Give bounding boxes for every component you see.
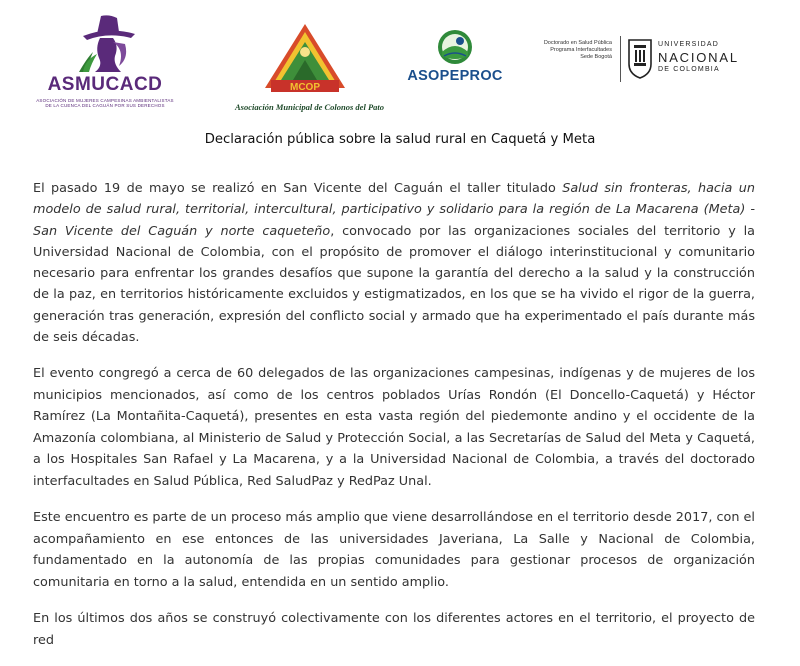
mountain-triangle-icon xyxy=(263,22,347,102)
paragraph-text: El pasado 19 de mayo se realizó en San Vicente del Caguán el taller titulado xyxy=(33,181,563,196)
unal-program-line: Programa Interfacultades xyxy=(550,47,612,53)
landscape-circle-icon xyxy=(436,28,474,66)
paragraph xyxy=(33,178,755,348)
paragraph: Este encuentro es parte de un proceso más amplio que viene desarrollándose en el territorio desde 2017, con el acompañamiento en ese entonces de las universidades Javeriana, La Salle y Nacional de Colombia, fundamentado en la autonomía de las propias comunidades para gestionar procesos de organización comunitaria en torno a la salud, entendida en un sentido amplio. xyxy=(33,510,755,590)
document-body xyxy=(33,178,755,666)
asmucacd-name: ASMUCACD xyxy=(47,74,163,95)
university-shield-icon xyxy=(627,38,653,80)
paragraph: El evento congregó a cerca de 60 delegados de las organizaciones campesinas, indígenas y de mujeres de los municipios mencionados, así como de los centros poblados Urías Rondón (El Doncello-Caquetá) y Héctor Ramírez (La Montañita-Caquetá), presentes en esta vasta región del piedemonte andino y el occidente de la Amazonía colombiana, al Ministerio de Salud y Protección Social, a las Secretarías de Salud del Meta y Caquetá, a los Hospitales San Rafael y La Macarena, y a la Universidad Nacional de Colombia, a través del doctorado interfacultades en Salud Pública, Red SaludPaz y RedPaz Unal. xyxy=(33,366,755,489)
paragraph-text: , convocado por las organizaciones sociales del territorio y la Universidad Nacional de Colombia, con el propósito de promover el diálogo interinstitucional y comunitario necesario para enfrentar los grandes desafíos que supone la garantía del derecho a la salud y la construcción de la paz, en territorios históricamente excluidos y estigmatizados, en los que se ha vivido el rigor de la guerra, generación tras generación, expresión del conflicto social y armado que ha experimentado el país durante más de seis décadas. xyxy=(33,223,755,346)
mcop-acronym: MCOP xyxy=(290,82,320,93)
asopeproc-logo xyxy=(405,28,505,90)
workshop-title: Salud sin fronteras, hacia un modelo de salud rural, territorial, intercultural, participativo y solidario para la región de La Macarena (Meta) - San Vicente del Caguán y norte caqueteño xyxy=(33,181,755,239)
logo-divider xyxy=(620,36,621,82)
unal-name-line-3: DE COLOMBIA xyxy=(658,66,720,73)
asopeproc-name: ASOPEPROC xyxy=(407,68,503,84)
unal-name-text xyxy=(658,40,770,75)
unal-name-line-2: NACIONAL xyxy=(658,50,739,65)
woman-with-hat-icon xyxy=(73,14,143,74)
logo-header xyxy=(0,0,800,120)
unal-program-text xyxy=(530,40,612,61)
unal-logo xyxy=(530,36,770,84)
asmucacd-logo xyxy=(30,10,180,120)
asmucacd-subtitle: ASOCIACIÓN DE MUJERES CAMPESINAS AMBIENTALISTAS DE LA CUENCA DEL CAGUÁN POR SUS DERECHOS xyxy=(36,98,174,108)
unal-program-line: Doctorado en Salud Pública xyxy=(543,40,612,46)
asociacion-colonos-name: Asociación Municipal de Colonos del Pato xyxy=(235,102,384,112)
unal-program-line: Sede Bogotá xyxy=(580,54,612,60)
asociacion-colonos-logo xyxy=(235,22,384,114)
unal-name-line-1: UNIVERSIDAD xyxy=(658,41,720,48)
document-title: Declaración pública sobre la salud rural en Caquetá y Meta xyxy=(204,132,596,147)
paragraph: En los últimos dos años se construyó colectivamente con los diferentes actores en el territorio, el proyecto de red xyxy=(33,611,755,648)
